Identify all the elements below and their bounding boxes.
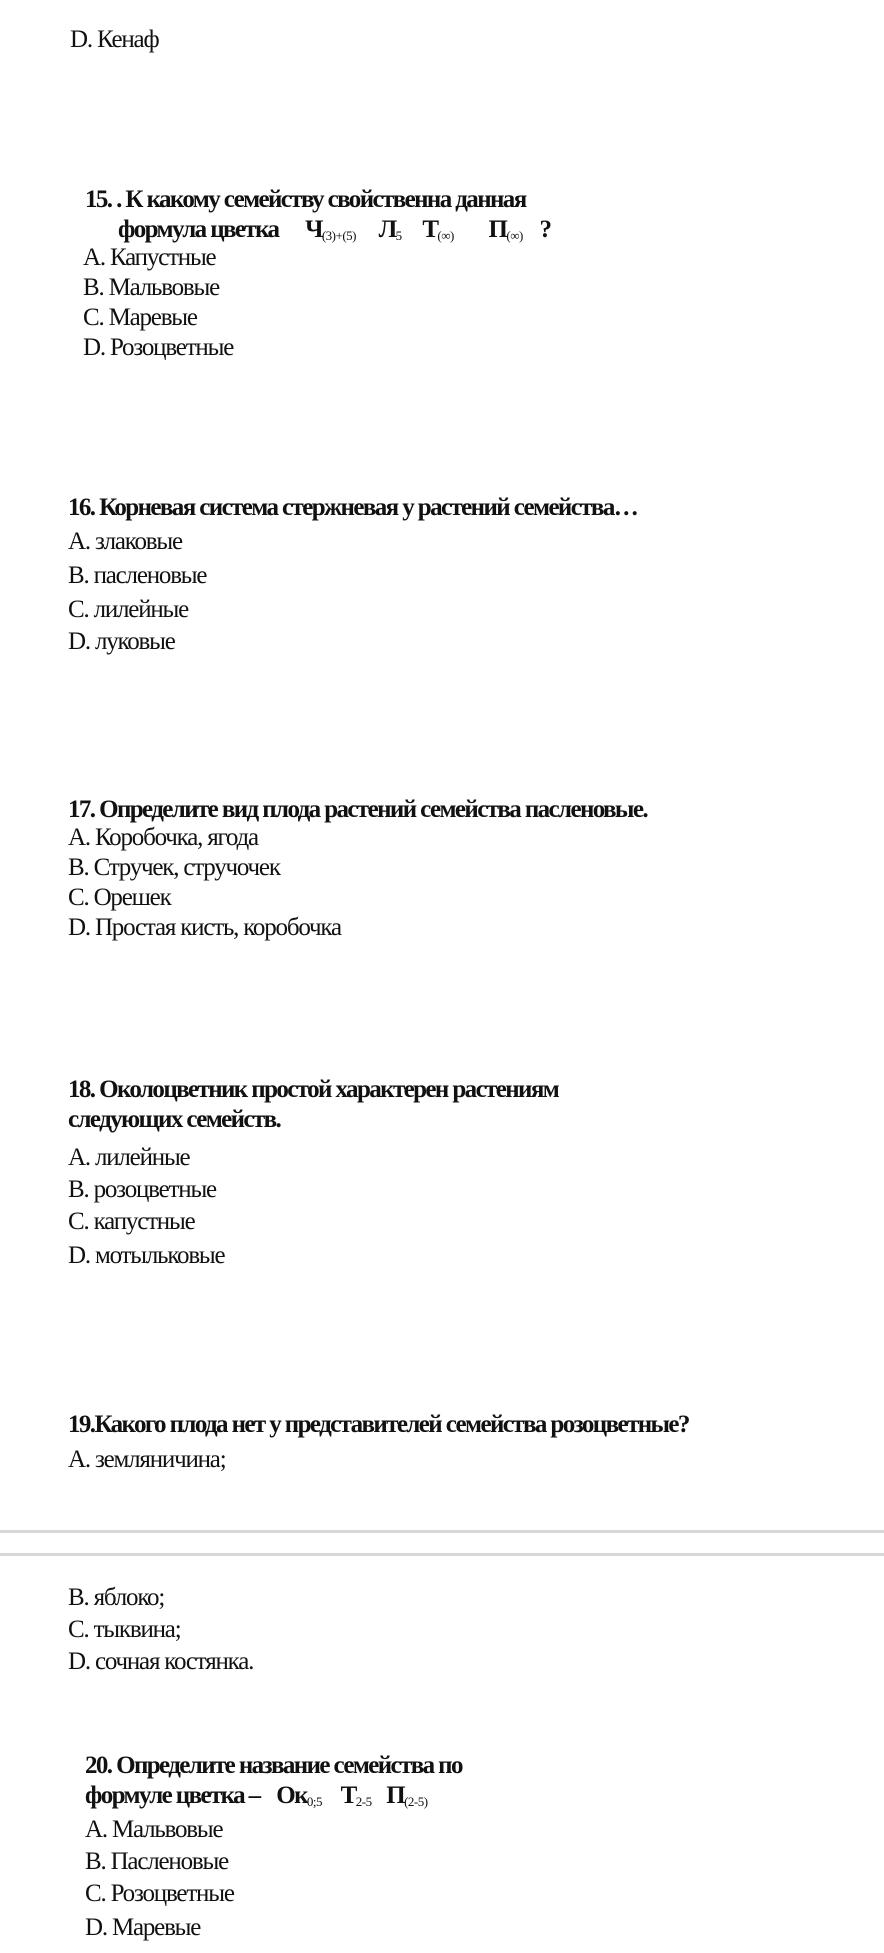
q18-title: 18. Околоцветник простой характерен растениям bbox=[68, 1076, 559, 1103]
answer-option: A. земляничина; bbox=[68, 1446, 226, 1473]
answer-option: B. розоцветные bbox=[68, 1176, 216, 1203]
answer-option: A. Капустные bbox=[83, 244, 216, 271]
formula-part: Ч bbox=[305, 216, 322, 243]
answer-option: B. Пасленовые bbox=[85, 1848, 228, 1875]
answer-option: D. Розоцветные bbox=[83, 334, 234, 361]
answer-option: A. Мальвовые bbox=[85, 1816, 223, 1843]
page-divider bbox=[0, 1530, 884, 1533]
q18-title-cont: следующих семейств. bbox=[68, 1106, 281, 1133]
answer-option: A. лилейные bbox=[68, 1144, 190, 1171]
question-mark: ? bbox=[539, 216, 551, 243]
answer-option: D. луковые bbox=[68, 628, 175, 655]
answer-option: D. мотыльковые bbox=[68, 1242, 225, 1269]
formula-part: П bbox=[488, 216, 507, 243]
answer-option: C. лилейные bbox=[68, 596, 189, 623]
answer-option: C. Орешек bbox=[68, 884, 171, 911]
formula-part: Т bbox=[340, 1782, 356, 1809]
answer-option: D. Маревые bbox=[85, 1914, 201, 1941]
q20-title: 20. Определите название семейства по bbox=[85, 1752, 462, 1779]
answer-option: D. сочная костянка. bbox=[68, 1648, 254, 1675]
answer-option: B. Стручек, стручочек bbox=[68, 854, 280, 881]
formula-part: Л bbox=[378, 216, 396, 243]
answer-option: B. Мальвовые bbox=[83, 274, 220, 301]
answer-option: C. капустные bbox=[68, 1208, 195, 1235]
answer-option: A. Коробочка, ягода bbox=[68, 824, 258, 851]
q14-option-d: D. Кенаф bbox=[70, 26, 159, 53]
answer-option: D. Простая кисть, коробочка bbox=[68, 914, 341, 941]
formula-sub: (2-5) bbox=[404, 1794, 428, 1809]
formula-sub: 2-5 bbox=[355, 1794, 372, 1809]
q20-formula-label: формуле цветка – bbox=[85, 1782, 260, 1809]
q19-title: 19.Какого плода нет у представителей семейства розоцветные? bbox=[68, 1411, 689, 1438]
answer-option: C. Маревые bbox=[83, 304, 197, 331]
formula-part: Ок bbox=[276, 1782, 307, 1809]
page-divider bbox=[0, 1553, 884, 1556]
q20-formula bbox=[85, 1781, 428, 1817]
formula-part: П bbox=[386, 1782, 405, 1809]
answer-option: B. пасленовые bbox=[68, 562, 207, 589]
q16-title: 16. Корневая система стержневая у растений семейства… bbox=[68, 494, 638, 521]
formula-sub: (3)+(5) bbox=[321, 228, 356, 243]
answer-option: B. яблоко; bbox=[68, 1584, 165, 1611]
formula-sub: (∞) bbox=[437, 228, 454, 243]
q17-title: 17. Определите вид плода растений семейства пасленовые. bbox=[68, 796, 647, 823]
formula-sub: (∞) bbox=[506, 228, 523, 243]
formula-sub: 5 bbox=[395, 228, 402, 243]
formula-sub: 0;5 bbox=[306, 1794, 322, 1809]
formula-part: Т bbox=[422, 216, 438, 243]
answer-option: C. тыквина; bbox=[68, 1616, 181, 1643]
answer-option: A. злаковые bbox=[68, 528, 182, 555]
q15-title: 15. . К какому семейству свойственна данная bbox=[85, 186, 526, 213]
q15-formula-label: формула цветка bbox=[118, 216, 279, 243]
answer-option: C. Розоцветные bbox=[85, 1880, 234, 1907]
